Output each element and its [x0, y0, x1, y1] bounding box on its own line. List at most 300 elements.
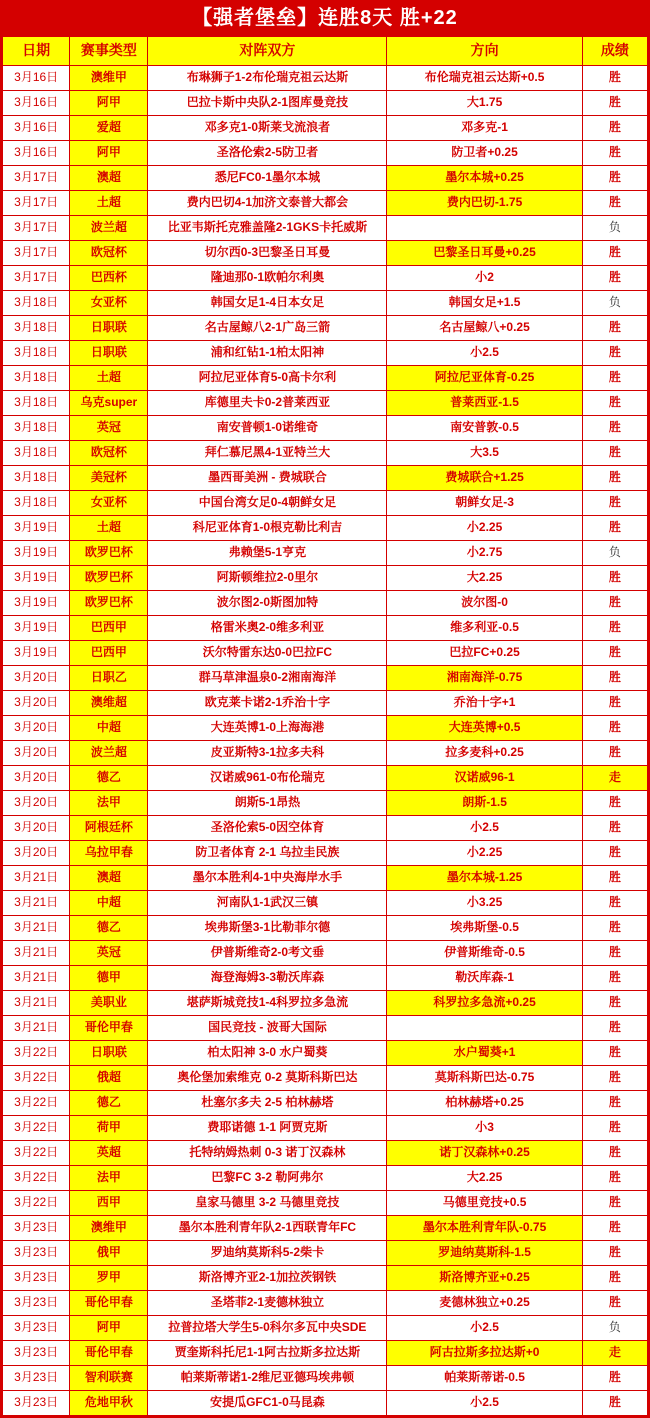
cell-date: 3月16日 — [3, 66, 70, 91]
cell-result: 胜 — [582, 591, 647, 616]
cell-pick: 墨尔本城+0.25 — [387, 166, 582, 191]
cell-date: 3月23日 — [3, 1291, 70, 1316]
cell-result: 胜 — [582, 1091, 647, 1116]
cell-date: 3月19日 — [3, 541, 70, 566]
column-header-date: 日期 — [3, 37, 70, 66]
cell-match: 安提瓜GFC1-0马昆森 — [148, 1391, 387, 1416]
table-row — [3, 866, 648, 891]
table-row — [3, 1191, 648, 1216]
cell-date: 3月22日 — [3, 1166, 70, 1191]
cell-match: 埃弗斯堡3-1比勒菲尔德 — [148, 916, 387, 941]
cell-date: 3月22日 — [3, 1116, 70, 1141]
cell-match: 朗斯5-1昂热 — [148, 791, 387, 816]
cell-league: 乌克super — [70, 391, 148, 416]
cell-pick: 诺丁汉森林+0.25 — [387, 1141, 582, 1166]
cell-league: 美冠杯 — [70, 466, 148, 491]
cell-result: 负 — [582, 1316, 647, 1341]
cell-league: 女亚杯 — [70, 491, 148, 516]
cell-league: 欧罗巴杯 — [70, 541, 148, 566]
cell-league: 英超 — [70, 1141, 148, 1166]
table-body — [3, 66, 648, 1416]
cell-date: 3月21日 — [3, 991, 70, 1016]
table-row — [3, 91, 648, 116]
cell-result: 胜 — [582, 441, 647, 466]
cell-league: 土超 — [70, 366, 148, 391]
cell-pick: 小3 — [387, 1116, 582, 1141]
cell-pick: 小2.5 — [387, 1391, 582, 1416]
cell-league: 欧冠杯 — [70, 241, 148, 266]
table-row — [3, 1141, 648, 1166]
cell-match: 沃尔特雷东达0-0巴拉FC — [148, 641, 387, 666]
table-row — [3, 516, 648, 541]
table-row — [3, 116, 648, 141]
table-row — [3, 1041, 648, 1066]
table-row — [3, 841, 648, 866]
cell-match: 墨西哥美洲 - 费城联合 — [148, 466, 387, 491]
cell-result: 胜 — [582, 1066, 647, 1091]
cell-league: 土超 — [70, 516, 148, 541]
cell-result: 走 — [582, 766, 647, 791]
cell-date: 3月21日 — [3, 1016, 70, 1041]
cell-league: 澳超 — [70, 866, 148, 891]
cell-league: 俄甲 — [70, 1241, 148, 1266]
cell-date: 3月18日 — [3, 491, 70, 516]
table-header-row — [3, 37, 648, 66]
cell-match: 欧克莱卡诺2-1乔治十字 — [148, 691, 387, 716]
cell-result: 胜 — [582, 341, 647, 366]
table-row — [3, 1366, 648, 1391]
table-row — [3, 1116, 648, 1141]
cell-result: 胜 — [582, 866, 647, 891]
cell-league: 荷甲 — [70, 1116, 148, 1141]
cell-league: 日职联 — [70, 316, 148, 341]
table-row — [3, 716, 648, 741]
cell-date: 3月20日 — [3, 816, 70, 841]
table-row — [3, 1216, 648, 1241]
cell-league: 女亚杯 — [70, 291, 148, 316]
cell-result: 胜 — [582, 116, 647, 141]
cell-result: 胜 — [582, 166, 647, 191]
cell-pick: 马德里竞技+0.5 — [387, 1191, 582, 1216]
cell-league: 乌拉甲春 — [70, 841, 148, 866]
cell-date: 3月17日 — [3, 241, 70, 266]
cell-pick: 科罗拉多急流+0.25 — [387, 991, 582, 1016]
cell-pick: 朝鲜女足-3 — [387, 491, 582, 516]
table-row — [3, 241, 648, 266]
cell-match: 波尔图2-0斯图加特 — [148, 591, 387, 616]
table-row — [3, 141, 648, 166]
cell-result: 胜 — [582, 691, 647, 716]
table-row — [3, 1391, 648, 1416]
cell-pick: 名古屋鲸八+0.25 — [387, 316, 582, 341]
cell-match: 防卫者体育 2-1 乌拉圭民族 — [148, 841, 387, 866]
cell-date: 3月18日 — [3, 416, 70, 441]
records-table — [2, 36, 648, 1416]
cell-pick: 大2.25 — [387, 1166, 582, 1191]
table-row — [3, 341, 648, 366]
cell-date: 3月23日 — [3, 1316, 70, 1341]
table-row — [3, 1166, 648, 1191]
cell-league: 哥伦甲春 — [70, 1341, 148, 1366]
cell-pick: 汉诺威96-1 — [387, 766, 582, 791]
cell-pick: 阿古拉斯多拉达斯+0 — [387, 1341, 582, 1366]
cell-match: 库德里夫卡0-2普莱西亚 — [148, 391, 387, 416]
cell-result: 胜 — [582, 391, 647, 416]
cell-match: 奥伦堡加索维克 0-2 莫斯科斯巴达 — [148, 1066, 387, 1091]
cell-pick: 伊普斯维奇-0.5 — [387, 941, 582, 966]
cell-pick: 小2.5 — [387, 816, 582, 841]
cell-league: 西甲 — [70, 1191, 148, 1216]
cell-match: 柏太阳神 3-0 水户蜀葵 — [148, 1041, 387, 1066]
cell-league: 巴西甲 — [70, 641, 148, 666]
cell-result: 胜 — [582, 91, 647, 116]
table-row — [3, 66, 648, 91]
cell-league: 澳维超 — [70, 691, 148, 716]
table-row — [3, 941, 648, 966]
cell-league: 巴西甲 — [70, 616, 148, 641]
cell-league: 德乙 — [70, 766, 148, 791]
table-row — [3, 491, 648, 516]
cell-date: 3月22日 — [3, 1191, 70, 1216]
cell-pick: 巴黎圣日耳曼+0.25 — [387, 241, 582, 266]
cell-league: 澳维甲 — [70, 1216, 148, 1241]
cell-result: 胜 — [582, 966, 647, 991]
cell-pick: 水户蜀葵+1 — [387, 1041, 582, 1066]
cell-league: 阿甲 — [70, 1316, 148, 1341]
table-row — [3, 191, 648, 216]
cell-match: 群马草津温泉0-2湘南海洋 — [148, 666, 387, 691]
cell-match: 托特纳姆热刺 0-3 诺丁汉森林 — [148, 1141, 387, 1166]
cell-pick: 乔治十字+1 — [387, 691, 582, 716]
cell-match: 杜塞尔多夫 2-5 柏林赫塔 — [148, 1091, 387, 1116]
cell-pick: 湘南海洋-0.75 — [387, 666, 582, 691]
cell-pick: 波尔图-0 — [387, 591, 582, 616]
cell-league: 中超 — [70, 891, 148, 916]
cell-pick — [387, 1016, 582, 1041]
cell-league: 澳维甲 — [70, 66, 148, 91]
cell-result: 胜 — [582, 416, 647, 441]
table-row — [3, 366, 648, 391]
cell-date: 3月20日 — [3, 716, 70, 741]
cell-pick: 南安普敦-0.5 — [387, 416, 582, 441]
table-row — [3, 966, 648, 991]
cell-pick: 莫斯科斯巴达-0.75 — [387, 1066, 582, 1091]
cell-pick: 罗迪纳莫斯科-1.5 — [387, 1241, 582, 1266]
table-row — [3, 741, 648, 766]
cell-date: 3月22日 — [3, 1041, 70, 1066]
cell-league: 阿甲 — [70, 91, 148, 116]
table-row — [3, 1091, 648, 1116]
cell-match: 皇家马德里 3-2 马德里竞技 — [148, 1191, 387, 1216]
cell-result: 胜 — [582, 366, 647, 391]
cell-date: 3月16日 — [3, 116, 70, 141]
cell-match: 格雷米奥2-0维多利亚 — [148, 616, 387, 641]
cell-result: 胜 — [582, 1216, 647, 1241]
cell-date: 3月18日 — [3, 466, 70, 491]
table-row — [3, 1016, 648, 1041]
cell-pick: 墨尔本城-1.25 — [387, 866, 582, 891]
cell-result: 胜 — [582, 666, 647, 691]
cell-date: 3月19日 — [3, 566, 70, 591]
cell-result: 胜 — [582, 816, 647, 841]
cell-match: 巴黎FC 3-2 勒阿弗尔 — [148, 1166, 387, 1191]
cell-result: 胜 — [582, 1366, 647, 1391]
cell-pick: 邓多克-1 — [387, 116, 582, 141]
cell-pick: 维多利亚-0.5 — [387, 616, 582, 641]
cell-result: 胜 — [582, 916, 647, 941]
cell-match: 隆迪那0-1欧帕尔利奥 — [148, 266, 387, 291]
cell-league: 危地甲秋 — [70, 1391, 148, 1416]
cell-pick: 斯洛博齐亚+0.25 — [387, 1266, 582, 1291]
cell-date: 3月17日 — [3, 266, 70, 291]
cell-league: 土超 — [70, 191, 148, 216]
table-row — [3, 916, 648, 941]
cell-league: 哥伦甲春 — [70, 1291, 148, 1316]
cell-match: 邓多克1-0斯莱戈流浪者 — [148, 116, 387, 141]
cell-date: 3月17日 — [3, 166, 70, 191]
page-title: 【强者堡垒】连胜8天 胜+22 — [192, 7, 458, 29]
cell-league: 波兰超 — [70, 741, 148, 766]
table-row — [3, 541, 648, 566]
cell-league: 日职联 — [70, 341, 148, 366]
cell-league: 波兰超 — [70, 216, 148, 241]
table-row — [3, 216, 648, 241]
table-row — [3, 291, 648, 316]
cell-match: 帕莱斯蒂诺1-2维尼亚德玛埃弗顿 — [148, 1366, 387, 1391]
cell-result: 胜 — [582, 141, 647, 166]
cell-date: 3月16日 — [3, 91, 70, 116]
cell-date: 3月20日 — [3, 691, 70, 716]
cell-result: 胜 — [582, 491, 647, 516]
cell-match: 费内巴切4-1加济文泰普大都会 — [148, 191, 387, 216]
cell-date: 3月23日 — [3, 1266, 70, 1291]
table-row — [3, 991, 648, 1016]
cell-result: 胜 — [582, 191, 647, 216]
table-row — [3, 1066, 648, 1091]
cell-pick: 朗斯-1.5 — [387, 791, 582, 816]
cell-result: 胜 — [582, 1016, 647, 1041]
cell-pick: 墨尔本胜利青年队-0.75 — [387, 1216, 582, 1241]
cell-match: 巴拉卡斯中央队2-1图库曼竞技 — [148, 91, 387, 116]
cell-match: 海登海姆3-3勒沃库森 — [148, 966, 387, 991]
cell-pick: 拉多麦科+0.25 — [387, 741, 582, 766]
cell-result: 胜 — [582, 1391, 647, 1416]
cell-pick: 小2.25 — [387, 516, 582, 541]
cell-result: 负 — [582, 216, 647, 241]
cell-league: 俄超 — [70, 1066, 148, 1091]
cell-league: 澳超 — [70, 166, 148, 191]
cell-match: 南安普顿1-0诺维奇 — [148, 416, 387, 441]
cell-pick: 韩国女足+1.5 — [387, 291, 582, 316]
cell-result: 胜 — [582, 266, 647, 291]
cell-pick: 大1.75 — [387, 91, 582, 116]
cell-result: 负 — [582, 291, 647, 316]
cell-pick: 小2.25 — [387, 841, 582, 866]
table-row — [3, 166, 648, 191]
cell-match: 韩国女足1-4日本女足 — [148, 291, 387, 316]
cell-pick: 布伦瑞克祖云达斯+0.5 — [387, 66, 582, 91]
cell-league: 英冠 — [70, 416, 148, 441]
cell-match: 布琳狮子1-2布伦瑞克祖云达斯 — [148, 66, 387, 91]
cell-date: 3月19日 — [3, 616, 70, 641]
cell-date: 3月18日 — [3, 366, 70, 391]
cell-result: 负 — [582, 541, 647, 566]
cell-result: 走 — [582, 1341, 647, 1366]
cell-result: 胜 — [582, 1041, 647, 1066]
table-row — [3, 666, 648, 691]
cell-match: 科尼亚体育1-0根克勒比利吉 — [148, 516, 387, 541]
cell-match: 墨尔本胜利青年队2-1西联青年FC — [148, 1216, 387, 1241]
cell-league: 智利联赛 — [70, 1366, 148, 1391]
cell-result: 胜 — [582, 1191, 647, 1216]
cell-date: 3月22日 — [3, 1141, 70, 1166]
cell-pick: 大3.5 — [387, 441, 582, 466]
cell-match: 河南队1-1武汉三镇 — [148, 891, 387, 916]
table-row — [3, 1341, 648, 1366]
cell-result: 胜 — [582, 1141, 647, 1166]
table-row — [3, 266, 648, 291]
cell-match: 堪萨斯城竞技1-4科罗拉多急流 — [148, 991, 387, 1016]
cell-league: 欧冠杯 — [70, 441, 148, 466]
table-row — [3, 1241, 648, 1266]
cell-match: 汉诺威961-0布伦瑞克 — [148, 766, 387, 791]
table-row — [3, 1316, 648, 1341]
cell-date: 3月18日 — [3, 316, 70, 341]
cell-result: 胜 — [582, 316, 647, 341]
cell-match: 伊普斯维奇2-0考文垂 — [148, 941, 387, 966]
cell-match: 切尔西0-3巴黎圣日耳曼 — [148, 241, 387, 266]
cell-result: 胜 — [582, 841, 647, 866]
cell-pick — [387, 216, 582, 241]
cell-date: 3月20日 — [3, 841, 70, 866]
cell-pick: 小2.5 — [387, 1316, 582, 1341]
cell-match: 费耶诺德 1-1 阿贾克斯 — [148, 1116, 387, 1141]
cell-league: 德乙 — [70, 1091, 148, 1116]
cell-result: 胜 — [582, 1291, 647, 1316]
cell-league: 德甲 — [70, 966, 148, 991]
table-row — [3, 791, 648, 816]
cell-date: 3月21日 — [3, 866, 70, 891]
cell-result: 胜 — [582, 566, 647, 591]
cell-pick: 小2.75 — [387, 541, 582, 566]
cell-result: 胜 — [582, 991, 647, 1016]
cell-league: 爱超 — [70, 116, 148, 141]
cell-result: 胜 — [582, 641, 647, 666]
cell-date: 3月20日 — [3, 741, 70, 766]
cell-result: 胜 — [582, 1241, 647, 1266]
cell-date: 3月20日 — [3, 666, 70, 691]
cell-match: 阿斯顿维拉2-0里尔 — [148, 566, 387, 591]
cell-result: 胜 — [582, 716, 647, 741]
cell-match: 贾奎斯科托尼1-1阿古拉斯多拉达斯 — [148, 1341, 387, 1366]
cell-date: 3月18日 — [3, 441, 70, 466]
table-row — [3, 566, 648, 591]
cell-result: 胜 — [582, 791, 647, 816]
table-row — [3, 391, 648, 416]
cell-result: 胜 — [582, 941, 647, 966]
cell-result: 胜 — [582, 1116, 647, 1141]
cell-date: 3月19日 — [3, 641, 70, 666]
cell-date: 3月17日 — [3, 191, 70, 216]
cell-league: 巴西杯 — [70, 266, 148, 291]
cell-pick: 帕莱斯蒂诺-0.5 — [387, 1366, 582, 1391]
cell-date: 3月17日 — [3, 216, 70, 241]
cell-pick: 小2.5 — [387, 341, 582, 366]
cell-league: 中超 — [70, 716, 148, 741]
table-row — [3, 466, 648, 491]
cell-match: 罗迪纳莫斯科5-2柴卡 — [148, 1241, 387, 1266]
cell-match: 中国台湾女足0-4朝鲜女足 — [148, 491, 387, 516]
column-header-result: 成绩 — [582, 37, 647, 66]
cell-league: 日职联 — [70, 1041, 148, 1066]
table-row — [3, 641, 648, 666]
table-row — [3, 416, 648, 441]
cell-pick: 大连英博+0.5 — [387, 716, 582, 741]
cell-date: 3月16日 — [3, 141, 70, 166]
cell-pick: 费内巴切-1.75 — [387, 191, 582, 216]
table-row — [3, 816, 648, 841]
cell-result: 胜 — [582, 516, 647, 541]
cell-date: 3月23日 — [3, 1391, 70, 1416]
cell-match: 拜仁慕尼黑4-1亚特兰大 — [148, 441, 387, 466]
cell-match: 名古屋鲸八2-1广岛三箭 — [148, 316, 387, 341]
cell-match: 悉尼FC0-1墨尔本城 — [148, 166, 387, 191]
cell-league: 阿根廷杯 — [70, 816, 148, 841]
cell-league: 日职乙 — [70, 666, 148, 691]
cell-pick: 大2.25 — [387, 566, 582, 591]
table-row — [3, 766, 648, 791]
cell-pick: 防卫者+0.25 — [387, 141, 582, 166]
cell-match: 圣洛伦索2-5防卫者 — [148, 141, 387, 166]
table-row — [3, 1291, 648, 1316]
table-row — [3, 691, 648, 716]
column-header-match: 对阵双方 — [148, 37, 387, 66]
cell-date: 3月22日 — [3, 1091, 70, 1116]
cell-result: 胜 — [582, 616, 647, 641]
cell-pick: 勒沃库森-1 — [387, 966, 582, 991]
cell-pick: 埃弗斯堡-0.5 — [387, 916, 582, 941]
cell-pick: 普莱西亚-1.5 — [387, 391, 582, 416]
cell-match: 墨尔本胜利4-1中央海岸水手 — [148, 866, 387, 891]
cell-league: 欧罗巴杯 — [70, 591, 148, 616]
cell-match: 阿拉尼亚体育5-0高卡尔利 — [148, 366, 387, 391]
cell-date: 3月19日 — [3, 516, 70, 541]
cell-pick: 阿拉尼亚体育-0.25 — [387, 366, 582, 391]
cell-pick: 小3.25 — [387, 891, 582, 916]
table-row — [3, 616, 648, 641]
cell-league: 欧罗巴杯 — [70, 566, 148, 591]
table-row — [3, 316, 648, 341]
cell-date: 3月21日 — [3, 941, 70, 966]
cell-match: 比亚韦斯托克雅盖隆2-1GKS卡托威斯 — [148, 216, 387, 241]
cell-match: 圣塔菲2-1麦德林独立 — [148, 1291, 387, 1316]
cell-date: 3月18日 — [3, 341, 70, 366]
cell-league: 美职业 — [70, 991, 148, 1016]
cell-date: 3月21日 — [3, 891, 70, 916]
table-row — [3, 591, 648, 616]
cell-date: 3月22日 — [3, 1066, 70, 1091]
cell-match: 皮亚斯特3-1拉多夫科 — [148, 741, 387, 766]
cell-pick: 麦德林独立+0.25 — [387, 1291, 582, 1316]
cell-pick: 巴拉FC+0.25 — [387, 641, 582, 666]
column-header-league: 赛事类型 — [70, 37, 148, 66]
cell-date: 3月20日 — [3, 791, 70, 816]
cell-date: 3月21日 — [3, 916, 70, 941]
cell-league: 德乙 — [70, 916, 148, 941]
cell-date: 3月19日 — [3, 591, 70, 616]
cell-date: 3月18日 — [3, 391, 70, 416]
cell-match: 大连英博1-0上海海港 — [148, 716, 387, 741]
